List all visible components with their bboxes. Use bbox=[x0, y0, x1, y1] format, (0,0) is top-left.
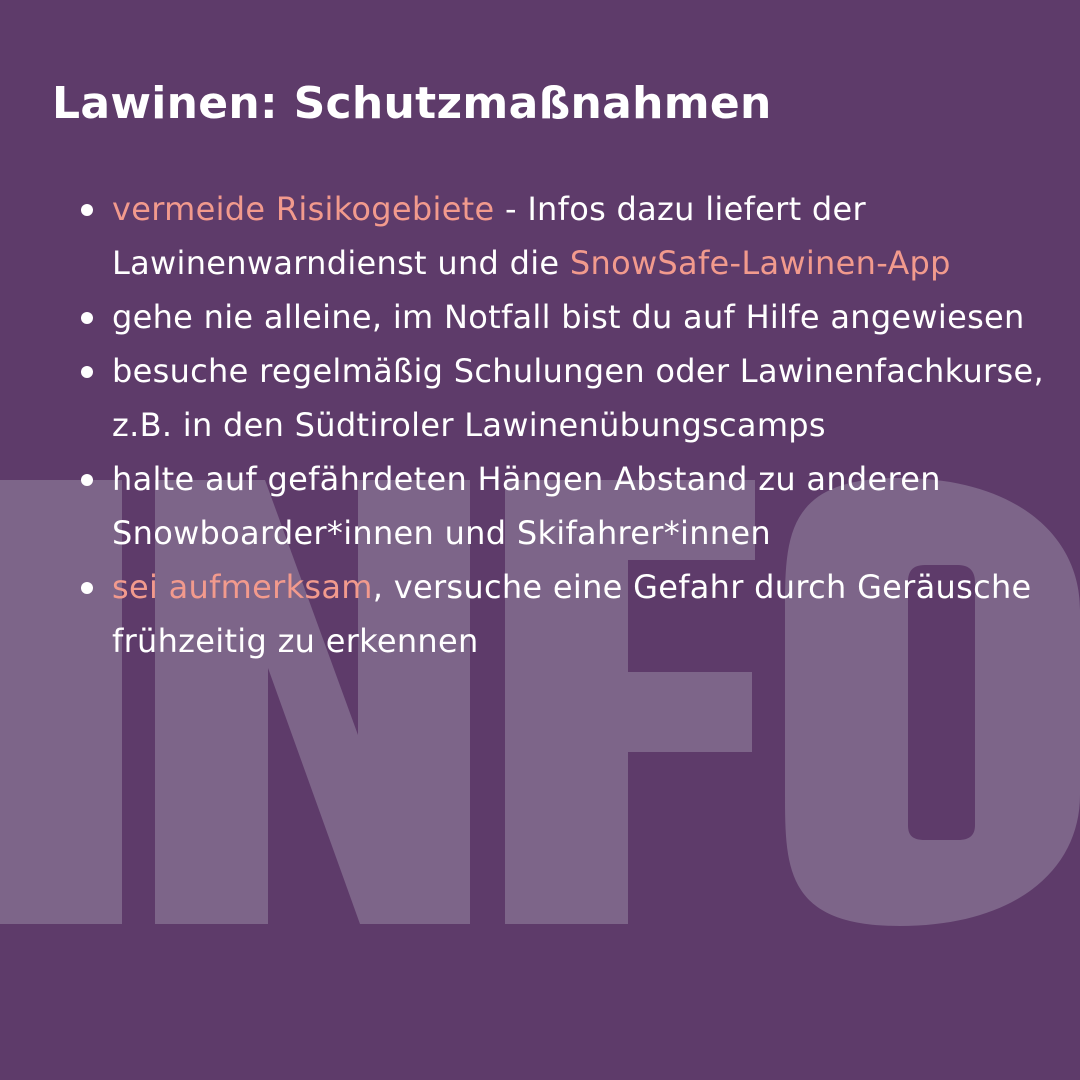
highlight-text: vermeide Risikogebiete bbox=[112, 190, 495, 228]
list-item-text: besuche regelmäßig Schulungen oder Lawinenfachkurse, z.B. in den Südtiroler Lawinenübungscamps bbox=[112, 352, 1044, 444]
list-item-text: - Infos dazu liefert der Lawinenwarndienst und die bbox=[112, 190, 866, 282]
list-item bbox=[112, 290, 1052, 344]
app-name-highlight: SnowSafe-Lawinen-App bbox=[569, 244, 951, 282]
page-title: Lawinen: Schutzmaßnahmen bbox=[52, 78, 772, 129]
list-item bbox=[112, 344, 1052, 452]
list-item bbox=[112, 560, 1052, 668]
list-item bbox=[112, 452, 1052, 560]
protection-measures-list bbox=[112, 182, 1052, 668]
watermark-letter-i bbox=[0, 480, 122, 924]
list-item bbox=[112, 182, 1052, 290]
list-item-text: halte auf gefährdeten Hängen Abstand zu anderen Snowboarder*innen und Skifahrer*innen bbox=[112, 460, 941, 552]
highlight-text: sei aufmerksam bbox=[112, 568, 373, 606]
list-item-text: , versuche eine Gefahr durch Geräusche frühzeitig zu erkennen bbox=[112, 568, 1032, 660]
list-item-text: gehe nie alleine, im Notfall bist du auf Hilfe angewiesen bbox=[112, 298, 1025, 336]
